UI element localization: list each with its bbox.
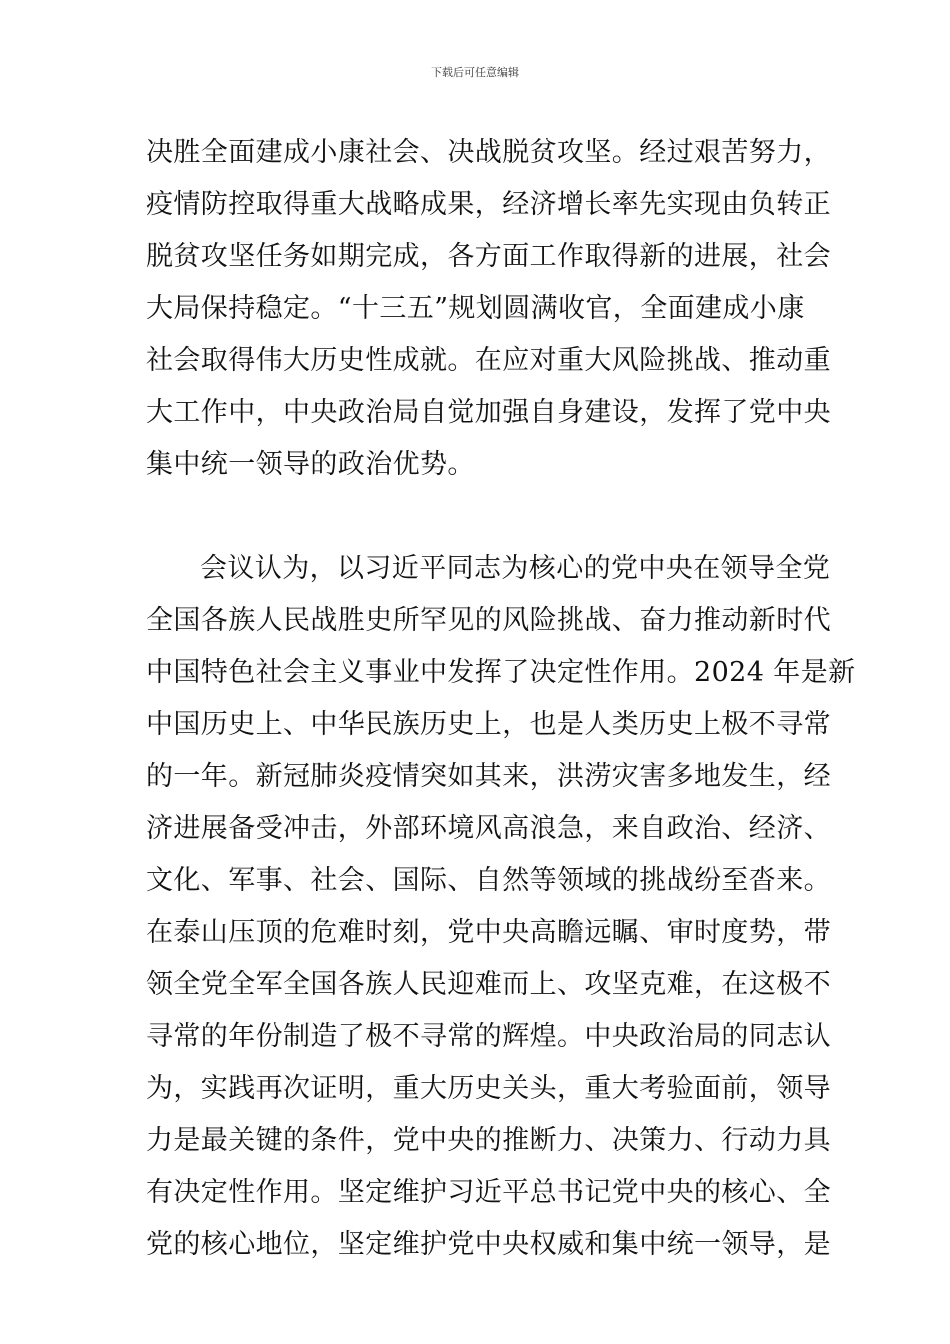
text-line: 有决定性作用。坚定维护习近平总书记党中央的核心、全 xyxy=(146,1177,831,1208)
text-line: 脱贫攻坚任务如期完成，各方面工作取得新的进展，社会 xyxy=(146,241,831,272)
text-line: 力是最关键的条件，党中央的推断力、决策力、行动力具 xyxy=(146,1125,831,1156)
paragraph-2 xyxy=(146,543,856,1271)
text-line: 在泰山压顶的危难时刻，党中央高瞻远瞩、审时度势，带 xyxy=(146,917,831,948)
text-line: 党的核心地位，坚定维护党中央权威和集中统一领导，是 xyxy=(146,1229,831,1260)
text-line: 大局保持稳定。“十三五”规划圆满收官，全面建成小康 xyxy=(146,293,805,324)
text-line: 寻常的年份制造了极不寻常的辉煌。中央政治局的同志认 xyxy=(146,1021,831,1052)
text-line: 大工作中，中央政治局自觉加强自身建设，发挥了党中央 xyxy=(146,397,831,428)
text-line: 中国特色社会主义事业中发挥了决定性作用。2024 年是新 xyxy=(146,657,856,688)
paragraph-spacer xyxy=(146,491,810,543)
text-line: 集中统一领导的政治优势。 xyxy=(146,449,475,480)
text-line: 为，实践再次证明，重大历史关头，重大考验面前，领导 xyxy=(146,1073,831,1104)
text-line: 疫情防控取得重大战略成果，经济增长率先实现由负转正 xyxy=(146,189,831,220)
text-line: 领全党全军全国各族人民迎难而上、攻坚克难，在这极不 xyxy=(146,969,831,1000)
text-line: 的一年。新冠肺炎疫情突如其来，洪涝灾害多地发生，经 xyxy=(146,761,831,792)
page-header: 下载后可任意编辑 xyxy=(431,66,519,79)
text-line: 济进展备受冲击，外部环境风高浪急，来自政治、经济、 xyxy=(146,813,831,844)
text-line: 决胜全面建成小康社会、决战脱贫攻坚。经过艰苦努力， xyxy=(146,137,831,168)
text-line: 社会取得伟大历史性成就。在应对重大风险挑战、推动重 xyxy=(146,345,831,376)
document-body xyxy=(146,127,856,1271)
text-line: 会议认为，以习近平同志为核心的党中央在领导全党 xyxy=(200,553,831,584)
paragraph-1 xyxy=(146,127,831,491)
text-line: 中国历史上、中华民族历史上，也是人类历史上极不寻常 xyxy=(146,709,831,740)
text-line: 文化、军事、社会、国际、自然等领域的挑战纷至沓来。 xyxy=(146,865,831,896)
text-line: 全国各族人民战胜史所罕见的风险挑战、奋力推动新时代 xyxy=(146,605,831,636)
